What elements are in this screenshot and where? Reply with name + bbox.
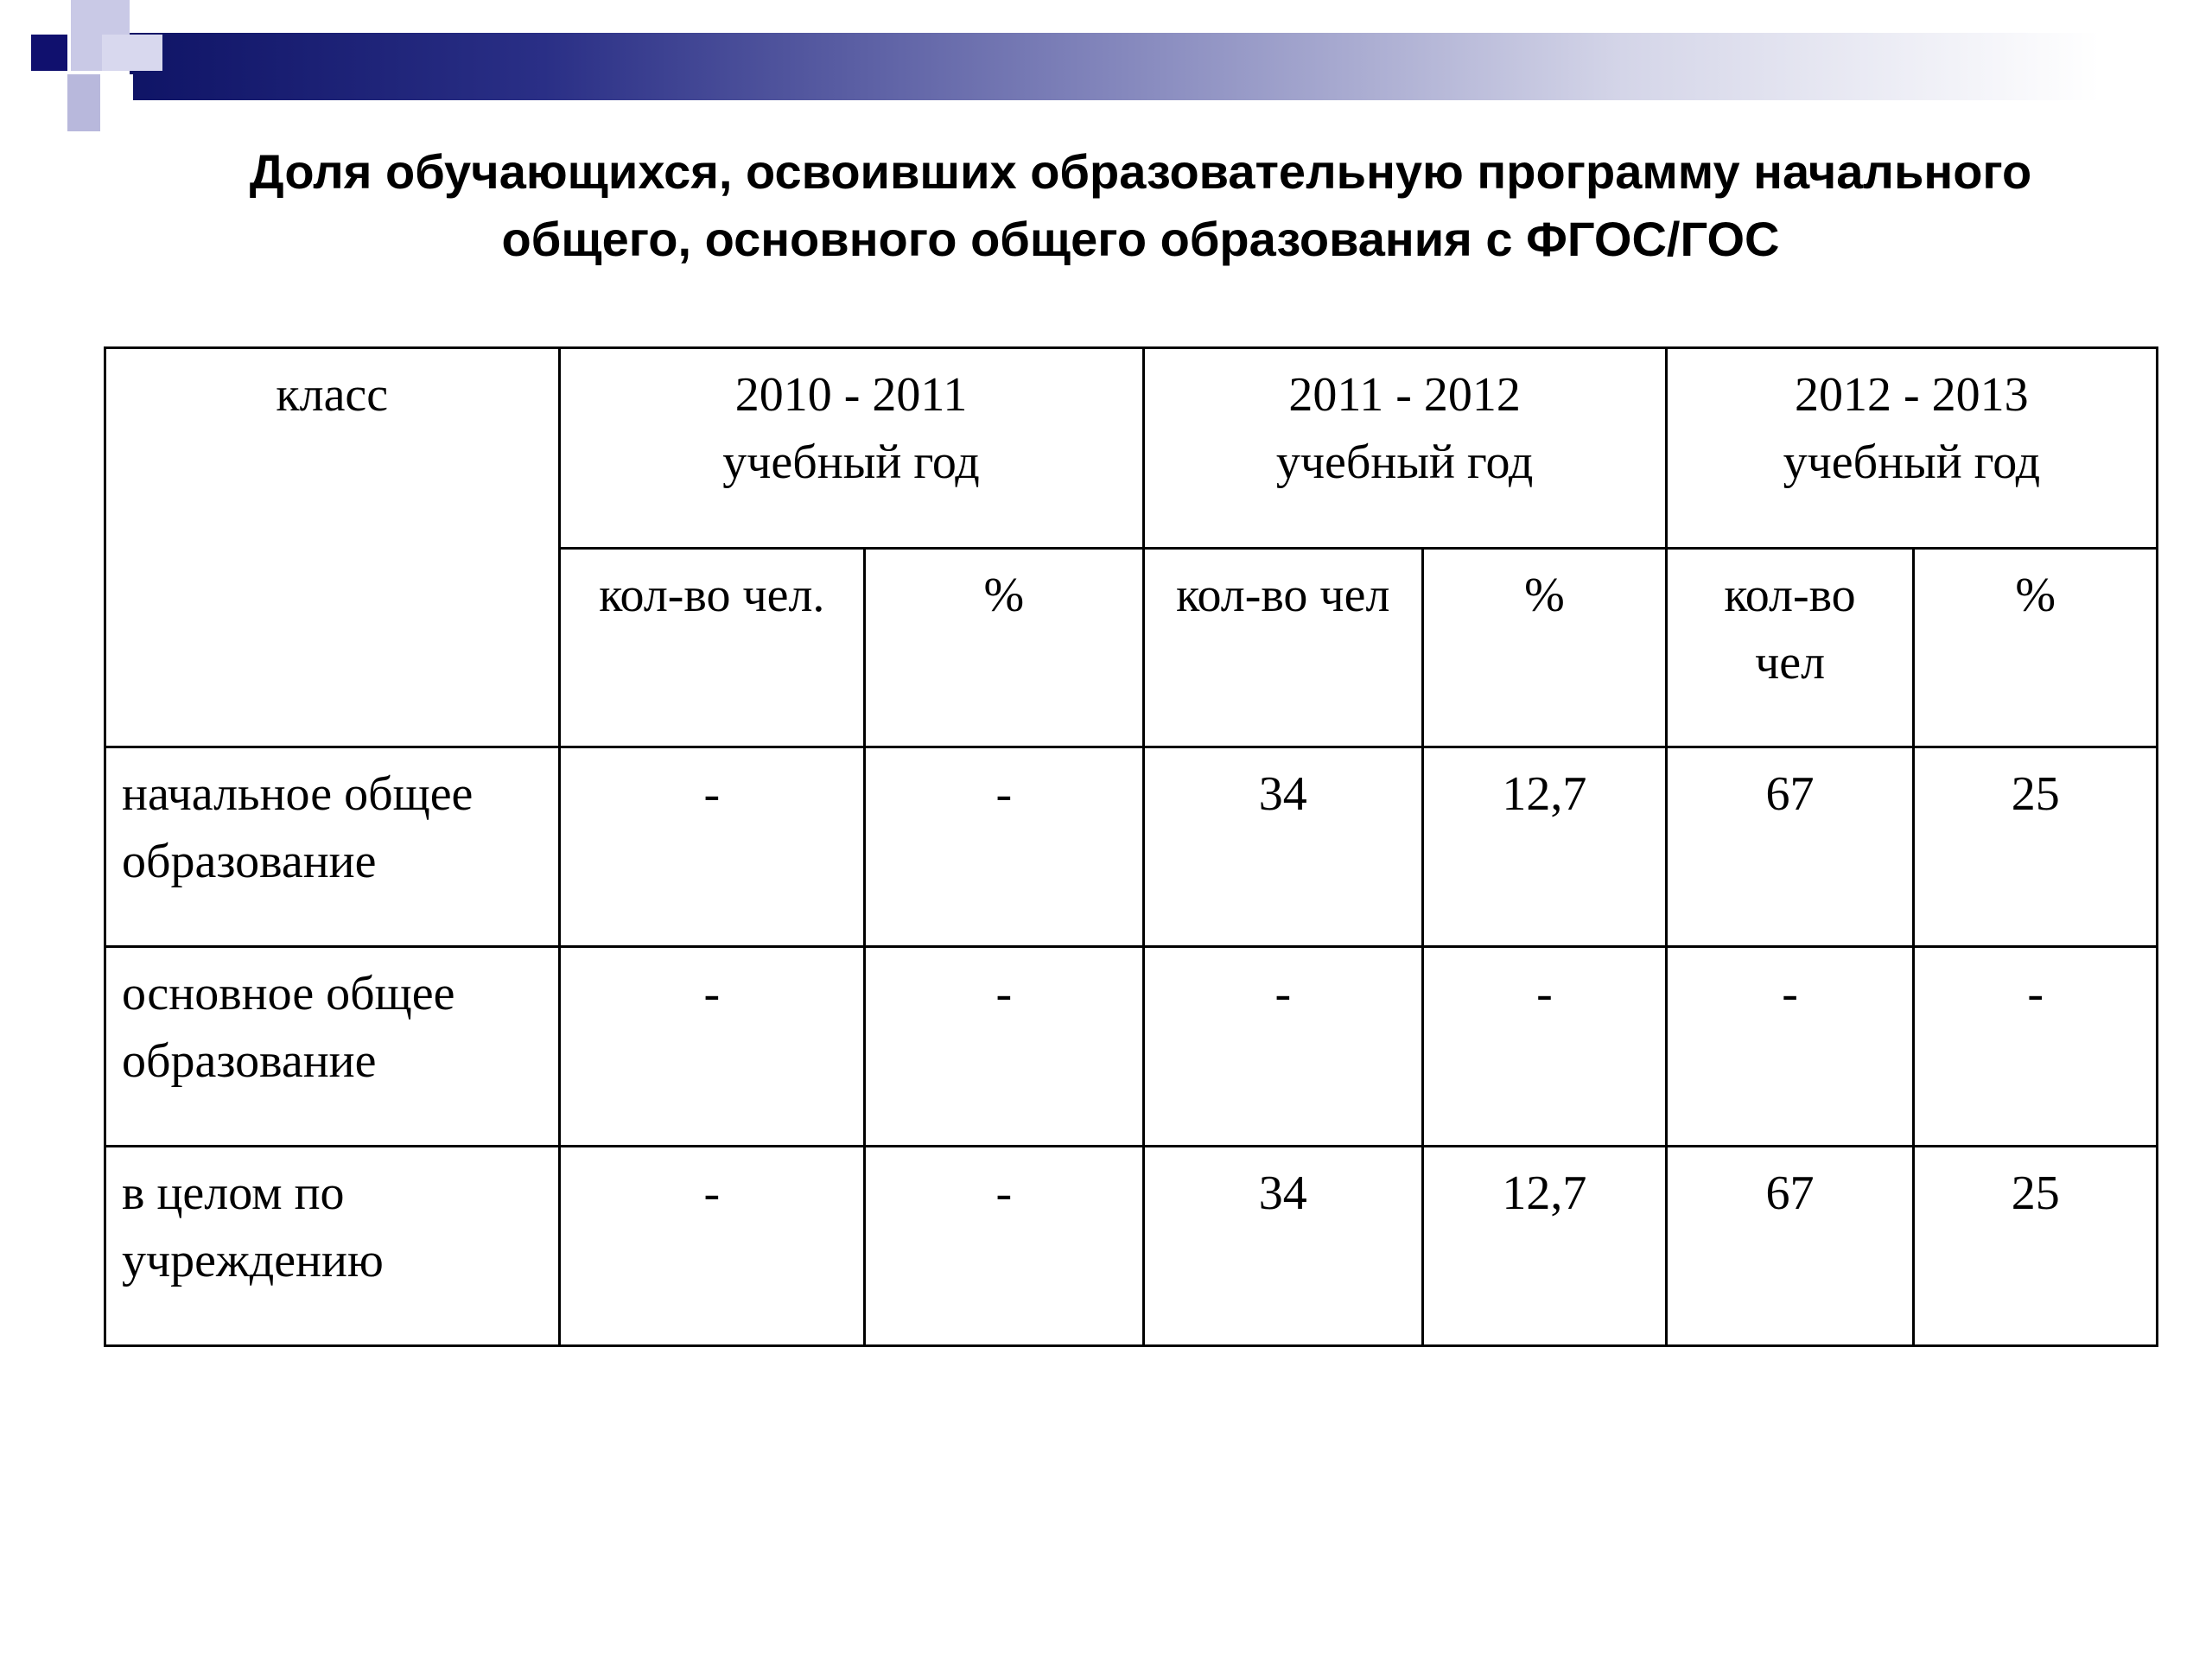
table-cell: 67 bbox=[1666, 1147, 1914, 1346]
decor-square-white bbox=[102, 74, 133, 100]
subheader-percent: % bbox=[865, 549, 1143, 747]
slide-title bbox=[95, 138, 2186, 273]
table-row bbox=[105, 747, 2158, 947]
header-row-years bbox=[105, 348, 2158, 549]
header-cell-class bbox=[105, 348, 560, 747]
year-label: учебный год bbox=[1275, 435, 1534, 489]
table-cell: - bbox=[1666, 947, 1914, 1147]
decor-square-dark bbox=[31, 35, 67, 71]
subheader-count: кол-во чел. bbox=[559, 549, 865, 747]
table-cell: - bbox=[559, 947, 865, 1147]
header-cell-year-2 bbox=[1143, 348, 1666, 549]
year-range: 2012 - 2013 bbox=[1795, 368, 2029, 422]
row-label: в целом по учреждению bbox=[105, 1147, 560, 1346]
subheader-count: кол-во чел bbox=[1143, 549, 1423, 747]
table-cell: 67 bbox=[1666, 747, 1914, 947]
header-cell-year-1 bbox=[559, 348, 1143, 549]
title-line-2: общего, основного общего образования с ФГОС/ГОС bbox=[501, 212, 1780, 266]
table-cell: 34 bbox=[1143, 1147, 1423, 1346]
year-label: учебный год bbox=[1783, 435, 2041, 489]
results-table bbox=[104, 346, 2158, 1347]
table-cell: 25 bbox=[1914, 747, 2158, 947]
row-label: начальное общее образование bbox=[105, 747, 560, 947]
header-cell-year-3 bbox=[1666, 348, 2157, 549]
class-header: класс bbox=[276, 368, 389, 422]
subheader-count: кол-во чел bbox=[1666, 549, 1914, 747]
decor-square-light bbox=[67, 74, 100, 131]
table-cell: - bbox=[865, 947, 1143, 1147]
subheader-percent: % bbox=[1423, 549, 1667, 747]
table-row bbox=[105, 947, 2158, 1147]
row-label: основное общее образование bbox=[105, 947, 560, 1147]
table-cell: 12,7 bbox=[1423, 747, 1667, 947]
table-cell: - bbox=[865, 747, 1143, 947]
year-label: учебный год bbox=[722, 435, 980, 489]
table-cell: - bbox=[559, 747, 865, 947]
table-cell: - bbox=[1143, 947, 1423, 1147]
header-gradient-band bbox=[130, 33, 2203, 100]
table-cell: 12,7 bbox=[1423, 1147, 1667, 1346]
subheader-percent: % bbox=[1914, 549, 2158, 747]
table-cell: 25 bbox=[1914, 1147, 2158, 1346]
decor-square-light bbox=[102, 35, 162, 71]
year-range: 2011 - 2012 bbox=[1288, 368, 1521, 422]
table-row bbox=[105, 1147, 2158, 1346]
table-cell: - bbox=[1423, 947, 1667, 1147]
title-line-1: Доля обучающихся, освоивших образовательную программу начального bbox=[249, 144, 2032, 199]
table-cell: - bbox=[865, 1147, 1143, 1346]
table-cell: - bbox=[559, 1147, 865, 1346]
year-range: 2010 - 2011 bbox=[734, 368, 968, 422]
table-cell: 34 bbox=[1143, 747, 1423, 947]
table-cell: - bbox=[1914, 947, 2158, 1147]
